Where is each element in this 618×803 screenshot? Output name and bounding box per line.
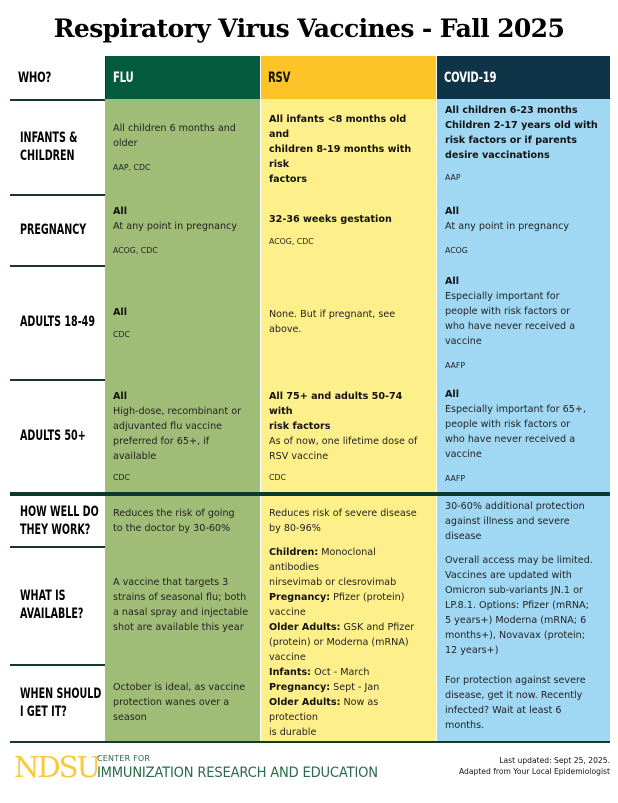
cell-text: Especially important for <box>445 290 560 302</box>
cell-key: Pregnancy: <box>269 682 331 693</box>
header-row <box>10 56 610 99</box>
covid-cell <box>436 379 610 492</box>
cell-text: children 8-19 months with risk <box>269 144 412 170</box>
cell-text: above. <box>269 324 302 335</box>
cell-text: infected? Wait at least 6 <box>445 704 562 716</box>
cell-text: available <box>113 450 157 462</box>
cell-text: months. <box>445 719 485 731</box>
cell-text: Vaccines are updated with <box>445 569 572 581</box>
cell-text: 12 years+) <box>445 644 499 656</box>
source-citation: CDC <box>113 329 130 339</box>
cell-text: by 80-96% <box>269 523 321 534</box>
cell-text: is durable <box>269 727 317 738</box>
row-adults-50-plus <box>10 379 610 492</box>
cell-text: protection wanes over a <box>113 697 230 708</box>
rsv-cell <box>260 496 436 546</box>
row-label <box>10 194 102 265</box>
row-label <box>10 496 102 546</box>
row-label-line: I GET IT? <box>20 703 67 720</box>
cell-text: All infants <8 months old and <box>269 114 407 140</box>
row-label-line: AVAILABLE? <box>20 606 84 622</box>
update-info <box>459 755 610 777</box>
rsv-cell <box>260 194 436 265</box>
cell-text: Omicron sub-variants JN.1 or <box>445 584 583 596</box>
cell-text: None. But if pregnant, see <box>269 309 396 320</box>
cell-text: vaccine <box>445 335 482 347</box>
header-covid-label: COVID-19 <box>444 69 497 86</box>
covid-cell <box>436 546 610 664</box>
cell-text: Overall access may be limited. <box>445 554 593 566</box>
footer <box>14 752 610 792</box>
cell-text: At any point in pregnancy <box>113 220 238 232</box>
cell-text: vaccine <box>269 607 306 618</box>
rsv-cell <box>260 664 436 741</box>
source-citation: ACOG <box>445 245 468 255</box>
last-updated: Last updated: Sept 25, 2025. <box>499 756 610 765</box>
page-title: Respiratory Virus Vaccines - Fall 2025 <box>53 14 565 43</box>
flu-cell <box>105 546 260 664</box>
cell-text: Reduces the risk of going <box>113 508 235 519</box>
cell-text: risk factors or if parents <box>445 135 577 146</box>
cell-text: All children 6 months and <box>113 123 236 134</box>
cell-text: 30-60% additional protection <box>445 500 585 512</box>
rsv-cell <box>260 99 436 194</box>
row-label <box>10 379 102 492</box>
cell-text: to the doctor by 30-60% <box>113 523 231 534</box>
cell-text: All 75+ and adults 50-74 with <box>269 390 403 417</box>
row-label-line: PREGNANCY <box>20 221 87 238</box>
cell-text: All <box>113 390 128 402</box>
cell-text: vaccine <box>269 652 306 663</box>
header-rsv-label: RSV <box>268 69 291 86</box>
center-for-label: CENTER FOR <box>97 754 151 763</box>
cell-text: All <box>113 306 128 318</box>
flu-cell <box>105 194 260 265</box>
cell-text: A vaccine that targets 3 <box>113 577 229 588</box>
cell-text: As of now, one lifetime dose of <box>269 435 418 447</box>
cell-text: All <box>445 389 460 400</box>
cell-text: against illness and severe <box>445 515 570 527</box>
source-citation: AAP, CDC <box>113 163 151 172</box>
flu-cell <box>105 664 260 741</box>
cell-text: disease, get it now. Recently <box>445 689 583 701</box>
source-citation: AAP <box>445 173 461 182</box>
cell-text: 32-36 weeks gestation <box>269 214 392 225</box>
cell-text: Oct - March <box>311 667 370 678</box>
cell-text: 5 years+) Moderna (mRNA; 6 <box>445 614 587 626</box>
header-who-label: WHO? <box>18 69 52 86</box>
source-citation: CDC <box>113 472 130 482</box>
covid-cell <box>436 496 610 546</box>
cell-text: High-dose, recombinant or <box>113 405 242 417</box>
cell-text: LP.8.1. Options: Pfizer (mRNA; <box>445 599 589 611</box>
cell-text: Sept - Jan <box>330 682 380 693</box>
divider <box>10 741 610 743</box>
source-citation: ACOG, CDC <box>113 245 158 255</box>
cell-text: who have never received a <box>445 320 576 332</box>
center-name: IMMUNIZATION RESEARCH AND EDUCATION <box>97 765 378 781</box>
row-label-line: CHILDREN <box>20 147 75 164</box>
row-label-line: HOW WELL DO <box>20 504 99 520</box>
covid-cell <box>436 194 610 265</box>
cell-text: vaccine <box>445 449 482 460</box>
cell-key: Older Adults: <box>269 697 341 708</box>
covid-cell <box>436 265 610 379</box>
cell-text: shot are available this year <box>113 622 244 633</box>
cell-key: Older Adults: <box>269 622 341 633</box>
row-label-line: WHAT IS <box>20 588 66 604</box>
cell-text: adjuvanted flu vaccine <box>113 420 223 432</box>
source-citation: AAFP <box>445 360 466 370</box>
rsv-cell <box>260 546 436 664</box>
cell-text: nirsevimab or clesrovimab <box>269 577 397 588</box>
flu-cell <box>105 265 260 379</box>
cell-text: At any point in pregnancy <box>445 220 570 232</box>
covid-cell <box>436 99 610 194</box>
source-citation: AAFP <box>445 474 466 483</box>
row-label <box>10 99 102 194</box>
row-pregnancy <box>10 194 610 265</box>
rsv-cell <box>260 379 436 492</box>
cell-text: For protection against severe <box>445 674 586 686</box>
cell-text: All <box>113 205 128 217</box>
cell-text: All children 6-23 months <box>445 105 578 116</box>
vaccine-table <box>10 56 610 741</box>
cell-text: months+), Novavax (protein; <box>445 629 585 641</box>
ndsu-logo: NDSU <box>14 750 99 784</box>
row-label <box>10 546 102 664</box>
cell-text: Especially important for 65+, <box>445 404 586 415</box>
row-infants-children <box>10 99 610 194</box>
cell-text: preferred for 65+, if <box>113 435 210 447</box>
cell-key: Infants: <box>269 667 312 678</box>
header-who <box>10 56 102 99</box>
row-label-line: THEY WORK? <box>20 522 91 538</box>
cell-text: Reduces risk of severe disease <box>269 508 417 519</box>
cell-text: All <box>445 275 460 287</box>
flu-cell <box>105 99 260 194</box>
cell-text: people with risk factors or <box>445 305 571 317</box>
cell-text: disease <box>445 530 482 542</box>
cell-text: a nasal spray and injectable <box>113 607 249 618</box>
flu-cell <box>105 496 260 546</box>
header-flu-label: FLU <box>113 69 134 86</box>
cell-text: October is ideal, as vaccine <box>113 682 246 693</box>
row-available <box>10 546 610 664</box>
source-citation: CDC <box>269 472 286 482</box>
adapted-from: Adapted from Your Local Epidemiologist <box>458 767 610 776</box>
cell-text: Pfizer (protein) <box>330 592 405 603</box>
cell-text: Monoclonal antibodies <box>269 547 376 573</box>
row-timing <box>10 664 610 741</box>
source-citation: ACOG, CDC <box>269 237 314 246</box>
cell-key: Children: <box>269 547 319 558</box>
cell-text: factors <box>269 174 307 185</box>
cell-text: risk factors <box>269 420 331 432</box>
row-label-line: INFANTS & <box>20 129 78 146</box>
row-label-line: ADULTS 50+ <box>20 427 86 444</box>
row-label <box>10 265 102 379</box>
header-flu <box>105 56 260 99</box>
flu-cell <box>105 379 260 492</box>
cell-text: Now as protection <box>269 697 379 723</box>
header-rsv <box>260 56 436 99</box>
covid-cell <box>436 664 610 741</box>
cell-text: GSK and Pfizer <box>340 622 415 633</box>
cell-text: (protein) or Moderna (mRNA) <box>269 637 409 648</box>
row-effectiveness <box>10 496 610 546</box>
cell-text: who have never received a <box>445 434 576 445</box>
row-label <box>10 664 102 741</box>
cell-text: season <box>113 712 147 723</box>
cell-text: RSV vaccine <box>269 450 329 462</box>
row-adults-18-49 <box>10 265 610 379</box>
header-covid <box>436 56 610 99</box>
cell-text: Children 2-17 years old with <box>445 120 598 131</box>
cell-key: Pregnancy: <box>269 592 331 603</box>
rsv-cell <box>260 265 436 379</box>
cell-text: people with risk factors or <box>445 419 571 430</box>
row-label-line: ADULTS 18-49 <box>20 314 96 330</box>
row-label-line: WHEN SHOULD <box>20 685 102 702</box>
cell-text: desire vaccinations <box>445 150 550 161</box>
cell-text: older <box>113 138 138 149</box>
cell-text: All <box>445 205 460 217</box>
cell-text: strains of seasonal flu; both <box>113 592 247 603</box>
